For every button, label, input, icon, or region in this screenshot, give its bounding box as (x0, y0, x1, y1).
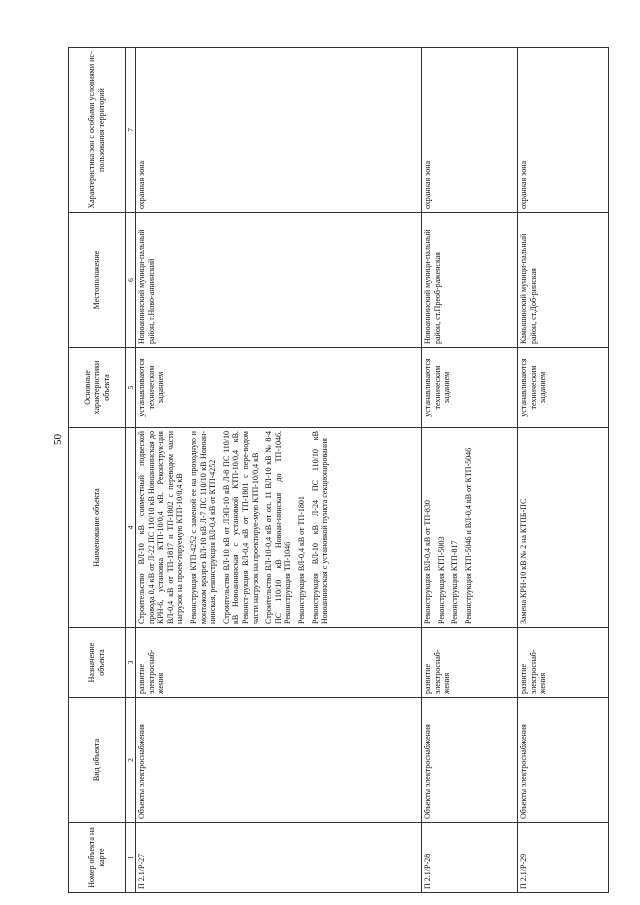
object-characteristics: устанавливаются техническим заданием (422, 348, 518, 428)
table-row (136, 48, 422, 893)
object-purpose: развитие электроснаб-жения (422, 628, 518, 698)
object-name-item: Реконструкция ВЛ-0,4 кВ от ТП-1801 (296, 496, 306, 624)
column-number: 3 (126, 628, 136, 698)
header-cell: Характеристика зон с особыми условиями ис-пользования территорий (69, 48, 126, 213)
column-number-row (126, 48, 136, 893)
object-name-item: Реконструкция КТП-817 (450, 540, 460, 624)
column-number: 1 (126, 823, 136, 893)
object-name-item: Реконструкция ВЛ-0,4 кВ от ТП-830 (423, 500, 432, 624)
object-zones: охранная зона (518, 48, 609, 213)
header-cell: Вид объекта (69, 698, 126, 823)
object-names (136, 428, 422, 628)
object-number: П 2.1/Р-29 (518, 823, 609, 893)
header-cell: Наименование объекта (69, 428, 126, 628)
column-number: 7 (126, 48, 136, 213)
object-names (422, 428, 518, 628)
object-name-item: Строительство ВЛ-10-0,4 кВ от оп. 11 ВЛ-10 кВ № 8-4 ПС 110/10 кВ Новоан-нинская до ТП-1046. Реконструкция ТП-1046 (264, 431, 293, 624)
object-names (518, 428, 609, 628)
page-number: 50 (52, 434, 64, 445)
column-number: 4 (126, 428, 136, 628)
object-zones: охранная зона (136, 48, 422, 213)
table-row (518, 48, 609, 893)
header-cell: Номер объекта на карте (69, 823, 126, 893)
object-name-item: Реконструкция КТП-5003 (436, 536, 446, 624)
object-characteristics: устанавливаются техническим заданием (518, 348, 609, 428)
object-location: Камышинский муници-пальный район, ст.Доб-ринская (518, 213, 609, 348)
column-number: 2 (126, 698, 136, 823)
object-name-item: Строительство ВЛ-10 кВ совместный подвеской провода 0,4 кВ от Л-22 ПС 110/10 кВ Новоаннинская до КРН-6, установка КТП-10/0,4 кВ. Реконструк-ция ВЛ-0,4 кВ от ТП-1817 и ТП-1802 с переводом части нагрузок на проек-тируемую КТП-10/0,4 кВ (137, 431, 185, 624)
object-type: Объекты электроснабжения (518, 698, 609, 823)
object-name-item: Реконструкция КТП-4252 с заменой ее на проходную и монтажом вразрез ВЛ-10 кВ Л-7 ПС 110/10 кВ Новоан-нинская, реконструкция ВЛ-0,4 кВ от КТП-4252 (188, 431, 218, 624)
header-cell: Основные характеристики объекта (69, 348, 126, 428)
object-zones: охранная зона (422, 48, 518, 213)
object-name-item: Реконструкция ВЛ-10 кВ Л-24 ПС 110/10 кВ Новоаннинская с установкой пункта секционирования (310, 431, 330, 624)
header-cell: Назначение объекта (69, 628, 126, 698)
object-characteristics: устанавливаются техническим заданием (136, 348, 422, 428)
objects-table (68, 47, 609, 893)
object-type: Объекты электроснабжения (422, 698, 518, 823)
rotated-table-container (68, 48, 638, 893)
object-location: Новоаннинский муници-пальный район, ст.Преоб-раженская (422, 213, 518, 348)
object-name-item: Реконструкция КТП-5046 и ВЛ-0,4 кВ от КТП-5046 (463, 447, 473, 624)
object-purpose: развитие электроснаб-жения (136, 628, 422, 698)
object-type: Объекты электроснабжения (136, 698, 422, 823)
object-name-item: Замена КРН-10 кВ № 2 на КТПБ-ПС (519, 498, 528, 624)
object-number: П 2.1/Р-28 (422, 823, 518, 893)
table-row (422, 48, 518, 893)
table-header-row (69, 48, 126, 893)
object-location: Новоаннинский муници-пальный район, г.Ново-аннинский (136, 213, 422, 348)
header-cell: Местоположение (69, 213, 126, 348)
column-number: 5 (126, 348, 136, 428)
object-purpose: развитие электроснаб-жения (518, 628, 609, 698)
object-name-item: Строительство ВЛ-10 кВ от ЛЭП-10 кВ Л-8 ПС 110/10 кВ Новоаннинская с установкой КТП-10/0,4 кВ. Реконст-рукция ВЛ-0,4 кВ от ТП-1801 с пере-водом части нагрузок на проектируе-мую КТП-10/0,4 кВ (221, 431, 260, 624)
column-number: 6 (126, 213, 136, 348)
object-number: П 2.1/Р-27 (136, 823, 422, 893)
